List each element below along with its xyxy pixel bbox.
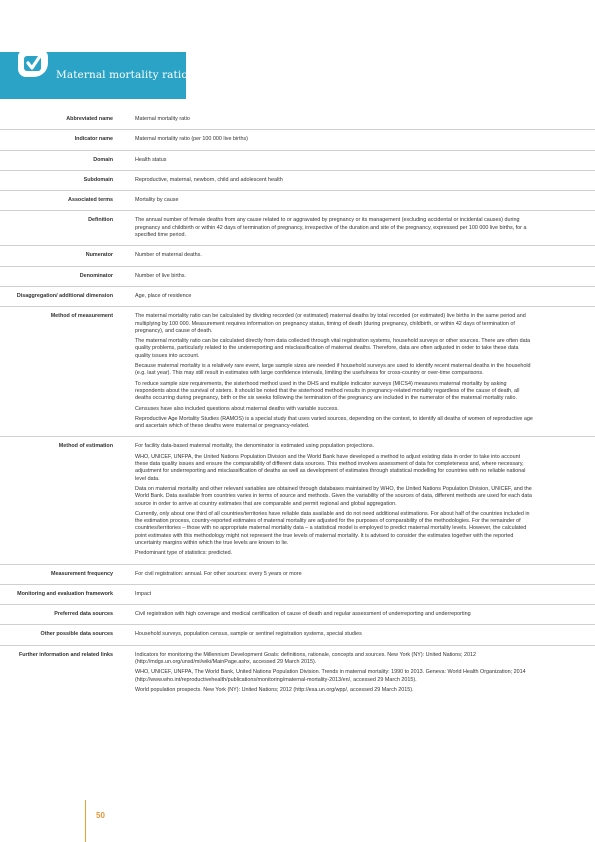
row-paragraph: Health status bbox=[135, 156, 167, 163]
row-paragraph: Impact bbox=[135, 590, 152, 597]
row-value bbox=[135, 443, 533, 557]
row-label: Denominator bbox=[79, 272, 113, 279]
row-paragraph: Household surveys, population census, sample or sentinel registration systems, special studies bbox=[135, 631, 362, 638]
row-label: Indicator name bbox=[74, 136, 113, 143]
row-paragraph: Civil registration with high coverage and medical certification of cause of death and regular assessment of underreporting and underreporting bbox=[135, 611, 471, 618]
row-label: Definition bbox=[88, 217, 113, 224]
row-label: Further information and related links bbox=[18, 651, 113, 658]
row-value bbox=[135, 136, 533, 143]
row-paragraph: For civil registration: annual. For other sources: every 5 years or more bbox=[135, 570, 302, 577]
row-paragraph: Number of maternal deaths. bbox=[135, 252, 202, 259]
row-paragraph: Maternal mortality ratio bbox=[135, 116, 190, 122]
row-paragraph: Because maternal mortality is a relatively rare event, large sample sizes are needed if household surveys are used to identify recent maternal deaths in the household (e.g. last year). This may still result in estimates with large confidence intervals, limiting the usefulness for cross-country or over-time comparisons. bbox=[135, 363, 531, 377]
row-paragraph: World population prospects. New York (NY): United Nations; 2012 (http://esa.un.org/wpp/, accessed 29 March 2015). bbox=[135, 686, 414, 693]
table-row bbox=[0, 129, 595, 149]
row-paragraph: Predominant type of statistics: predicted. bbox=[135, 550, 233, 557]
table-row bbox=[0, 604, 595, 624]
page-header bbox=[0, 0, 595, 100]
row-value bbox=[135, 631, 533, 638]
row-value bbox=[135, 273, 533, 280]
row-value bbox=[135, 611, 533, 618]
page-title: Maternal mortality ratio bbox=[56, 69, 188, 81]
row-paragraph: The annual number of female deaths from any cause related to or aggravated by pregnancy or its management (excluding accidental or incidental causes) during pregnancy and childbirth or within 42 days of termination of pregnancy, irrespective of the duration and site of the pregnancy, expressed per 100 000 live births, for a specified time period. bbox=[135, 217, 527, 239]
row-paragraph: Currently, only about one third of all countries/territories have reliable data available and do not need additional estimations. For about half of the countries included in the estimation process, country-reported estimates of maternal mortality are adjusted for the purposes of comparability of the methodologies. For the remainder of countries/territories – those with no appropriate maternal mortality data – a statistical model is employed to predict maternal mortality levels. However, the calculated point estimates with this methodology might not represent the true levels of maternal mortality. It is advised to consider the estimates together with the reported uncertainty margins within which the true levels are known to lie. bbox=[135, 510, 530, 546]
row-value bbox=[135, 157, 533, 164]
row-paragraph: Reproductive Age Mortality Studies (RAMOS) is a special study that uses varied sources, depending on the context, to identify all deaths of women of reproductive age and ascertain which of these deaths were maternal or pregnancy-related. bbox=[135, 415, 533, 430]
row-paragraph: To reduce sample size requirements, the sisterhood method used in the DHS and multiple indicator surveys (MICS4) measures maternal mortality by asking respondents about the survival of sisters. It should be noted that the sisterhood method results in pregnancy-related mortality regardless of the cause of death, all deaths occurring during pregnancy, birth or the six weeks following the termination of the pregnancy are included in the numerator of the maternal mortality ratio. bbox=[135, 380, 520, 402]
row-label: Numerator bbox=[85, 252, 113, 259]
row-value bbox=[135, 313, 533, 430]
row-paragraph: Data on maternal mortality and other relevant variables are obtained through databases maintained by WHO, the United Nations Population Division, UNICEF, and the World Bank. Data available from countries varies in terms of source and methods. Given the variability of the sources of data, different methods are used for each data source in order to arrive at country estimates that are comparable and permit regional and global aggregation. bbox=[135, 485, 532, 507]
row-paragraph: Number of live births. bbox=[135, 272, 186, 279]
row-paragraph: Censuses have also included questions about maternal deaths with variable success. bbox=[135, 405, 339, 412]
row-paragraph: The maternal mortality ratio can be calculated directly from data collected through vital registration systems, household surveys or other sources. There are often data quality problems, particularly related to the underreporting and misclassification of maternal deaths. Therefore, data are often adjusted in order to take these data quality issues into account. bbox=[135, 338, 531, 359]
row-paragraph: For facility data-based maternal mortality, the denominator is estimated using population projections. bbox=[135, 443, 375, 450]
table-row bbox=[0, 584, 595, 604]
row-value bbox=[135, 116, 533, 123]
row-label: Subdomain bbox=[83, 176, 113, 183]
table-row bbox=[0, 286, 595, 306]
row-label: Domain bbox=[93, 156, 113, 163]
row-label: Monitoring and evaluation framework bbox=[17, 590, 113, 597]
row-value bbox=[135, 652, 533, 694]
table-row bbox=[0, 645, 595, 700]
table-row bbox=[0, 170, 595, 190]
table-row bbox=[0, 114, 595, 129]
row-label: Other possible data sources bbox=[40, 631, 113, 638]
row-value bbox=[135, 197, 533, 204]
row-value bbox=[135, 571, 533, 578]
page-number: 50 bbox=[96, 811, 105, 820]
row-paragraph: WHO, UNICEF, UNFPA, the United Nations Population Division and the World Bank have developed a method to adjust existing data in order to take into account these data quality issues and ensure the comparability of different data sources. This method involves assessment of data for completeness and, where necessary, adjustment for underreporting and misclassification of deaths as well as development of estimates through statistical modelling for countries with no reliable national level data. bbox=[135, 453, 526, 482]
row-paragraph: Maternal mortality ratio (per 100 000 live births) bbox=[135, 136, 248, 143]
table-row bbox=[0, 245, 595, 265]
row-label: Preferred data sources bbox=[54, 611, 113, 618]
row-paragraph: WHO, UNICEF, UNFPA, The World Bank, United Nations Population Division. Trends in maternal mortality: 1990 to 2013. Geneva: World Health Organization; 2014 (http://www.who.int/reproductivehealth/publications/monitoring/maternal-mortality-2013/en/, accessed 29 March 2015). bbox=[135, 669, 526, 683]
row-value bbox=[135, 252, 533, 259]
row-value bbox=[135, 177, 533, 184]
table-row bbox=[0, 210, 595, 245]
table-row bbox=[0, 564, 595, 584]
row-label: Abbreviated name bbox=[66, 116, 113, 122]
row-paragraph: Indicators for monitoring the Millennium Development Goals: definitions, rationale, concepts and sources. New York (NY): United Nations; 2012 (http://mdgs.un.org/unsd/mi/wiki/MainPage.ashx, accessed 29 March 2015). bbox=[135, 651, 476, 666]
indicator-table bbox=[0, 114, 595, 700]
table-row bbox=[0, 306, 595, 436]
table-row bbox=[0, 190, 595, 210]
row-paragraph: Reproductive, maternal, newborn, child and adolescent health bbox=[135, 176, 283, 183]
row-label: Measurement frequency bbox=[50, 570, 113, 577]
footer-divider bbox=[85, 800, 86, 842]
checkmark-icon bbox=[18, 49, 48, 77]
table-row bbox=[0, 266, 595, 286]
row-label: Method of estimation bbox=[58, 443, 113, 450]
row-value bbox=[135, 293, 533, 300]
row-label: Method of measurement bbox=[50, 313, 113, 320]
row-value bbox=[135, 591, 533, 598]
row-paragraph: Mortality by cause bbox=[135, 197, 179, 204]
table-row bbox=[0, 624, 595, 644]
row-paragraph: The maternal mortality ratio can be calculated by dividing recorded (or estimated) maternal deaths by total recorded (or estimated) live births in the same period and multiplying by 100 000. Measurement requires information on pregnancy status, timing of death (during pregnancy, childbirth, or within 42 days of termination of pregnancy), and cause of death. bbox=[135, 313, 526, 334]
row-value bbox=[135, 217, 533, 239]
table-row bbox=[0, 150, 595, 170]
row-label: Disaggregation/ additional dimension bbox=[16, 292, 113, 299]
row-label: Associated terms bbox=[68, 197, 113, 204]
checkmark-logo bbox=[18, 49, 48, 77]
table-row bbox=[0, 436, 595, 563]
row-paragraph: Age, place of residence bbox=[135, 292, 192, 299]
